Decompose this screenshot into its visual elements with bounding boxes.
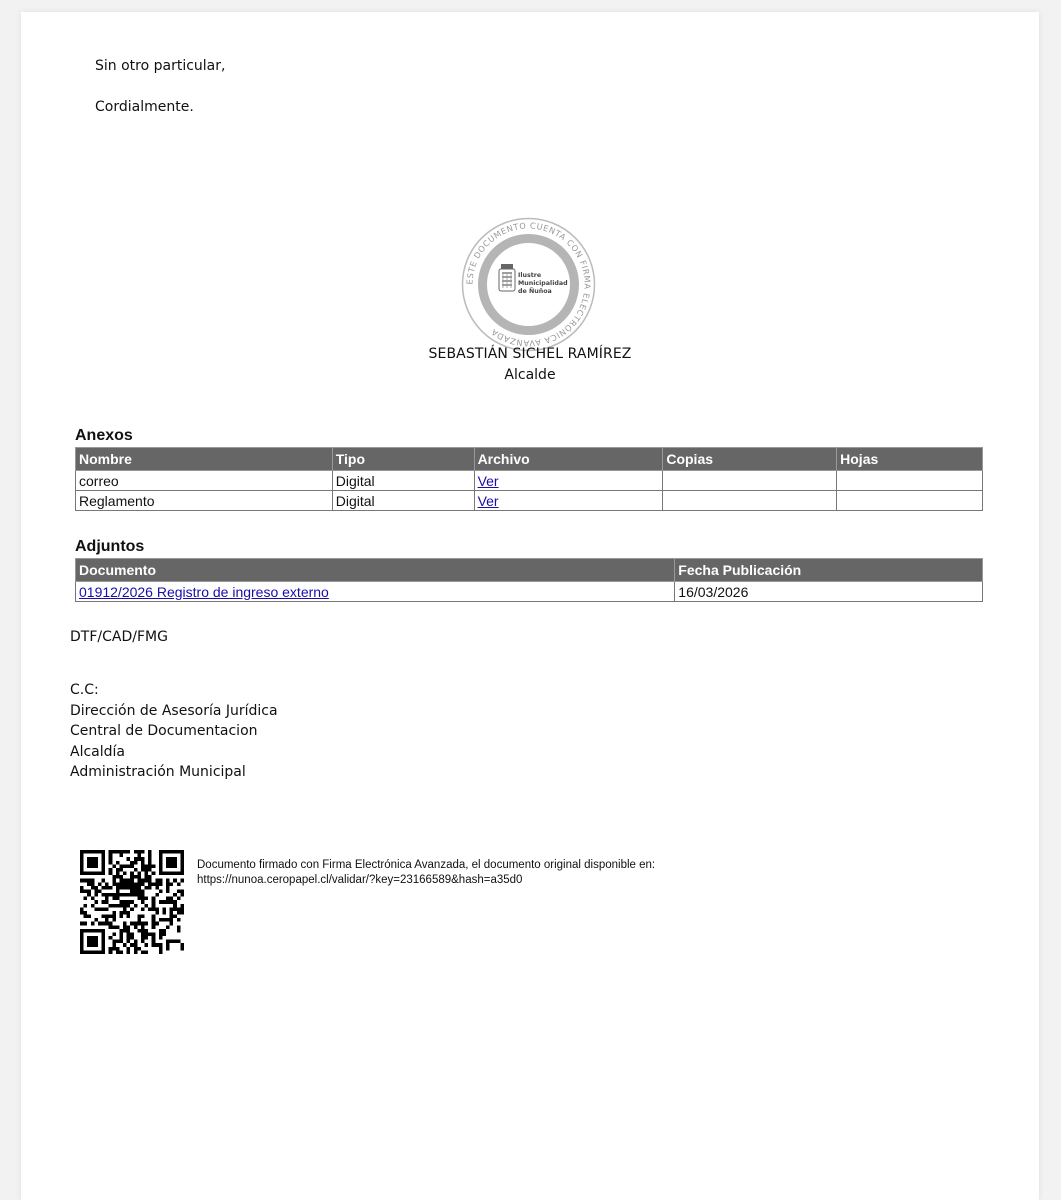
column-header-fecha-publicacion: Fecha Publicación (675, 559, 983, 582)
copy-recipients (70, 680, 278, 783)
adjuntos-table (75, 558, 983, 602)
cell-documento (76, 582, 675, 602)
cell-copias (663, 471, 837, 491)
signer-name: SEBASTIÁN SICHEL RAMÍREZ (428, 346, 632, 362)
adjuntos-title: Adjuntos (75, 538, 145, 555)
column-header-archivo: Archivo (474, 448, 663, 471)
cell-hojas (837, 491, 983, 511)
validation-text: Documento firmado con Firma Electrónica Avanzada, el documento original disponible en: (197, 859, 656, 871)
signer-role: Alcalde (504, 367, 556, 383)
validation-url: https://nunoa.ceropapel.cl/validar/?key=23166589&hash=a35d0 (197, 874, 523, 886)
svg-text:Municipalidad: Municipalidad (518, 280, 568, 287)
cell-nombre: Reglamento (76, 491, 333, 511)
anexos-table (75, 447, 983, 511)
cc-recipient: Administración Municipal (70, 764, 246, 780)
table-header-row (76, 559, 983, 582)
ver-link[interactable]: Ver (477, 492, 499, 509)
cc-recipient: Dirección de Asesoría Jurídica (70, 702, 278, 719)
cell-fecha: 16/03/2026 (675, 582, 983, 602)
column-header-tipo: Tipo (332, 448, 474, 471)
cell-hojas (837, 471, 983, 491)
qr-code-icon (80, 850, 184, 954)
document-link[interactable]: 01912/2026 Registro de ingreso externo (79, 583, 329, 600)
column-header-copias: Copias (663, 448, 837, 471)
electronic-signature-seal (461, 217, 596, 352)
cc-recipient: Central de Documentacion (70, 723, 258, 739)
municipal-shield-icon (499, 264, 515, 291)
svg-text:Ilustre: Ilustre (518, 272, 542, 279)
salutation: Cordialmente. (95, 99, 194, 115)
cc-label: C.C: (70, 682, 99, 698)
column-header-hojas: Hojas (837, 448, 983, 471)
cell-nombre: correo (76, 471, 333, 491)
closing-line: Sin otro particular, (95, 58, 226, 74)
table-row (76, 491, 983, 511)
cell-archivo (474, 471, 663, 491)
cell-tipo: Digital (332, 491, 474, 511)
document-page (21, 12, 1039, 1200)
column-header-nombre: Nombre (76, 448, 333, 471)
svg-text:ESTE DOCUMENTO CUENTA CON FIRM: ESTE DOCUMENTO CUENTA CON FIRMA ELECTRÓNICA AVANZADA (464, 220, 593, 349)
svg-text:de Ñuñoa: de Ñuñoa (518, 288, 552, 295)
reference-codes: DTF/CAD/FMG (70, 629, 168, 645)
table-row (76, 582, 983, 602)
cc-recipient: Alcaldía (70, 743, 125, 760)
column-header-documento: Documento (76, 559, 675, 582)
table-header-row (76, 448, 983, 471)
cell-copias (663, 491, 837, 511)
ver-link[interactable]: Ver (477, 472, 499, 489)
cell-archivo (474, 491, 663, 511)
anexos-title: Anexos (75, 427, 133, 444)
cell-tipo: Digital (332, 471, 474, 491)
table-row (76, 471, 983, 491)
validation-note (197, 858, 655, 888)
